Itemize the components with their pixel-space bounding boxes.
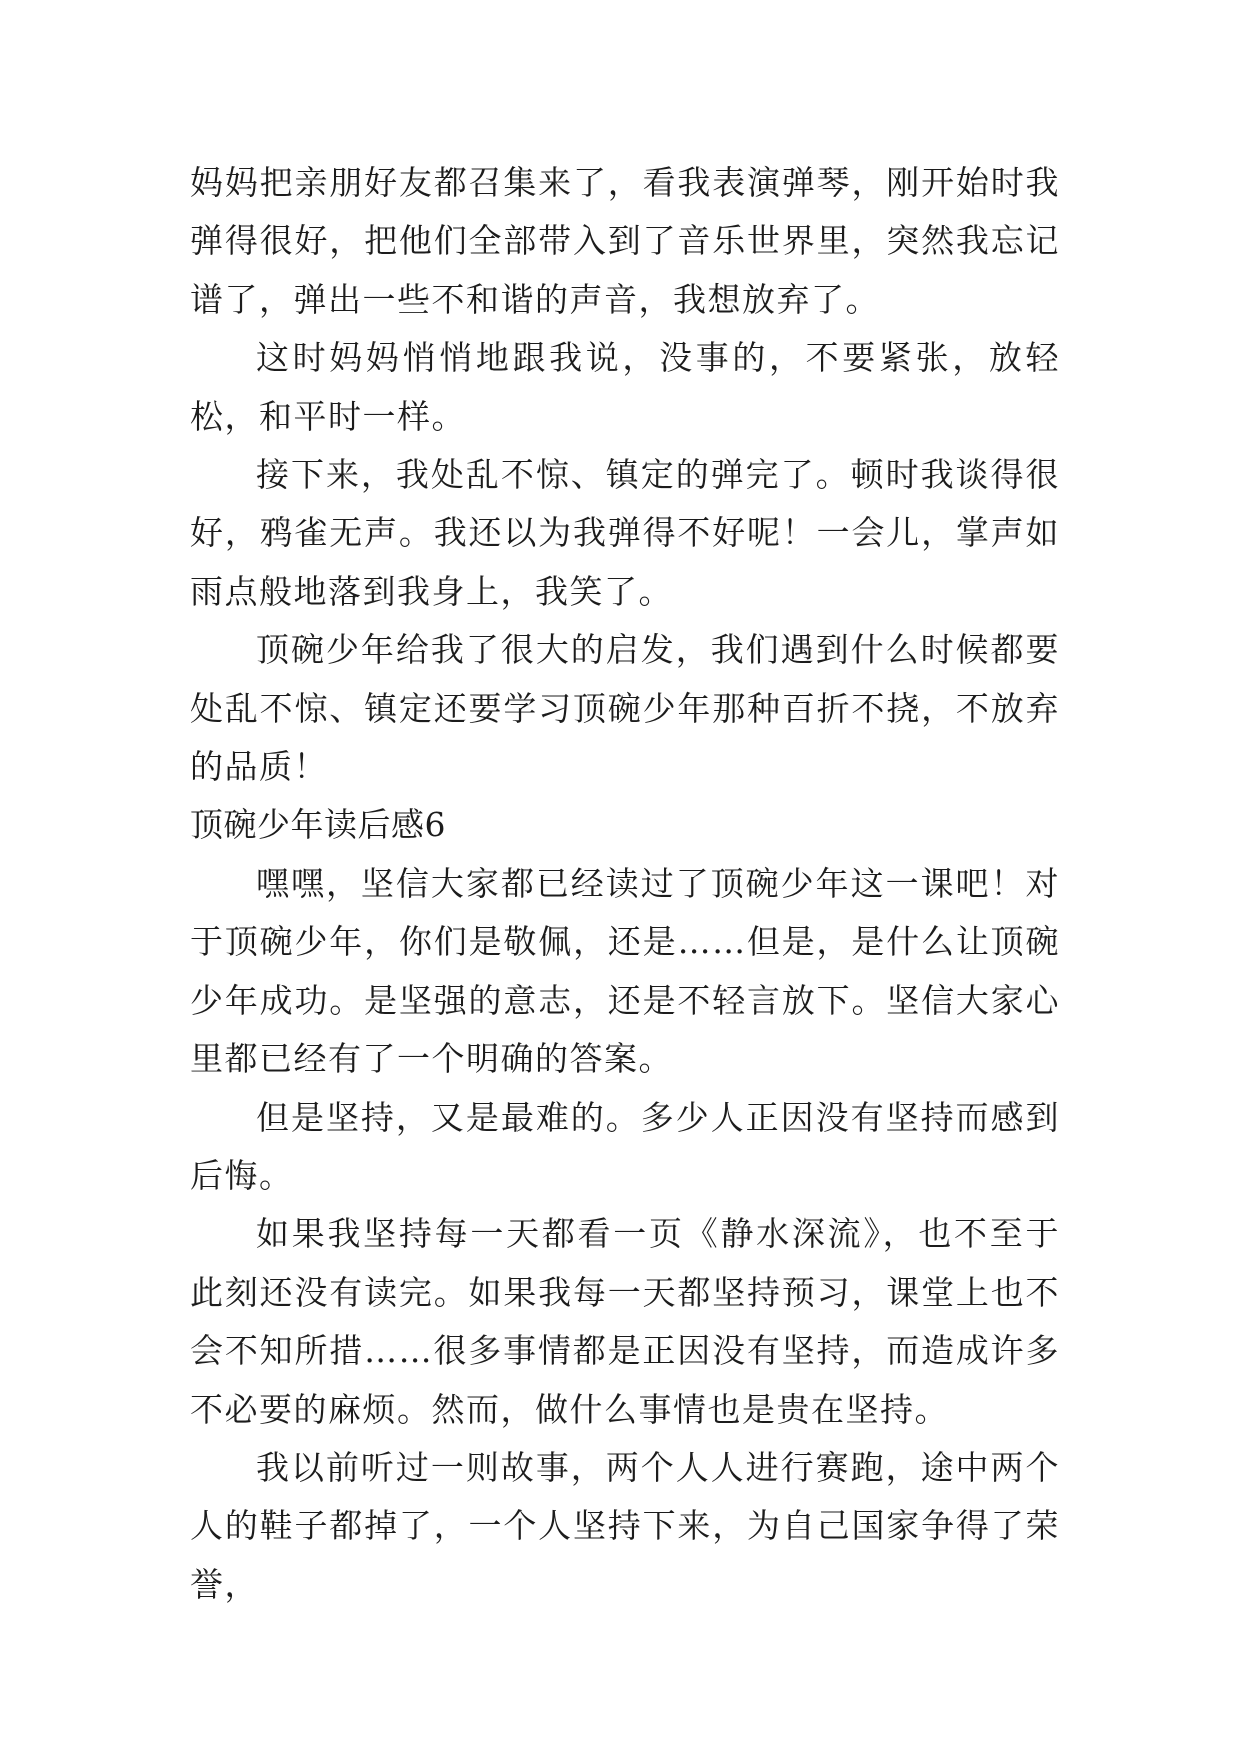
section-heading: 顶碗少年读后感6 — [190, 805, 446, 845]
paragraph-8: 我以前听过一则故事，两个人人进行赛跑，途中两个人的鞋子都掉了，一个人坚持下来，为自己国家争得了荣誉， — [190, 1447, 1060, 1604]
paragraph-7: 如果我坚持每一天都看一页《静水深流》，也不至于此刻还没有读完。如果我每一天都坚持预习，课堂上也不会不知所措……很多事情都是正因没有坚持，而造成许多不必要的麻烦。然而，做什么事情也是贵在坚持。 — [190, 1214, 1060, 1429]
paragraph-1: 妈妈把亲朋好友都召集来了，看我表演弹琴，刚开始时我弹得很好，把他们全部带入到了音乐世界里，突然我忘记谱了，弹出一些不和谐的声音，我想放弃了。 — [190, 163, 1060, 319]
paragraph-5: 嘿嘿，坚信大家都已经读过了顶碗少年这一课吧！对于顶碗少年，你们是敬佩，还是……但是，是什么让顶碗少年成功。是坚强的意志，还是不轻言放下。坚信大家心里都已经有了一个明确的答案。 — [190, 863, 1060, 1079]
paragraph-4: 顶碗少年给我了很大的启发，我们遇到什么时候都要处乱不惊、镇定还要学习顶碗少年那种百折不挠，不放弃的品质！ — [190, 630, 1060, 787]
paragraph-2: 这时妈妈悄悄地跟我说，没事的，不要紧张，放轻松，和平时一样。 — [190, 338, 1060, 436]
paragraph-3: 接下来，我处乱不惊、镇定的弹完了。顿时我谈得很好，鸦雀无声。我还以为我弹得不好呢！一会儿，掌声如雨点般地落到我身上，我笑了。 — [190, 455, 1060, 611]
paragraph-6: 但是坚持，又是最难的。多少人正因没有坚持而感到后悔。 — [190, 1097, 1060, 1195]
document-page — [190, 154, 1060, 1614]
